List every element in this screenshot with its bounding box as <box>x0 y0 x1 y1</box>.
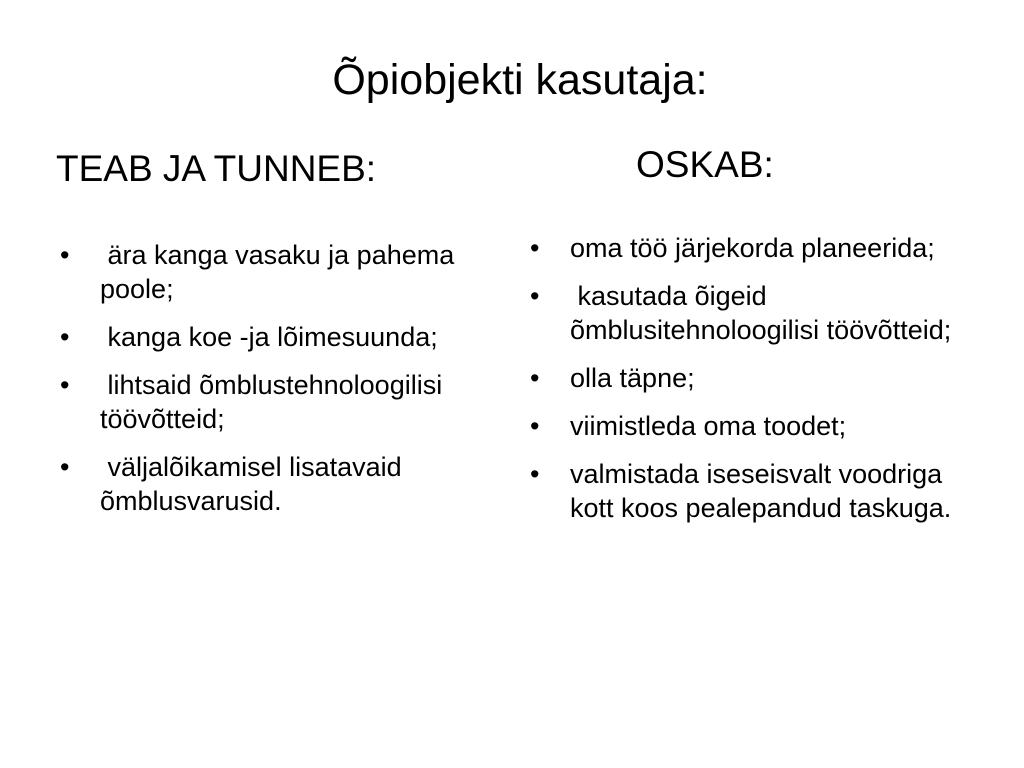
list-item-text: kasutada õigeid õmblusitehnoloogilisi töövõtteid; <box>570 281 952 345</box>
list-item-text: lihtsaid õmblustehnoloogilisi töövõtteid; <box>100 370 450 434</box>
list-item <box>56 320 496 354</box>
bullet-icon: • <box>60 370 70 400</box>
list-item-text: valmistada iseseisvalt voodriga kott koos pealepandud taskuga. <box>570 459 952 523</box>
slide-title: Õpiobjekti kasutaja: <box>332 56 708 104</box>
list-item <box>56 368 496 436</box>
bullet-icon: • <box>60 452 70 482</box>
list-item-text: väljalõikamisel lisatavaid õmblusvarusid. <box>100 452 410 516</box>
right-bullet-list <box>526 231 966 539</box>
bullet-icon: • <box>530 363 540 393</box>
list-item <box>526 361 966 395</box>
list-item-text: ära kanga vasaku ja pahema poole; <box>100 240 462 304</box>
list-item <box>526 409 966 443</box>
bullet-icon: • <box>60 240 70 270</box>
list-item-text: viimistleda oma toodet; <box>570 411 847 441</box>
list-item <box>526 457 966 525</box>
list-item-text: olla täpne; <box>570 363 695 393</box>
left-column-heading: TEAB JA TUNNEB: <box>56 148 377 189</box>
list-item <box>526 231 966 265</box>
bullet-icon: • <box>530 281 540 311</box>
list-item-text: oma töö järjekorda planeerida; <box>570 233 935 263</box>
list-item <box>56 450 496 518</box>
bullet-icon: • <box>530 411 540 441</box>
bullet-icon: • <box>60 322 70 352</box>
list-item <box>526 279 966 347</box>
list-item <box>56 238 496 306</box>
left-bullet-list <box>56 238 496 532</box>
list-item-text: kanga koe -ja lõimesuunda; <box>100 322 438 352</box>
bullet-icon: • <box>530 459 540 489</box>
right-column-heading: OSKAB: <box>636 144 774 185</box>
bullet-icon: • <box>530 233 540 263</box>
